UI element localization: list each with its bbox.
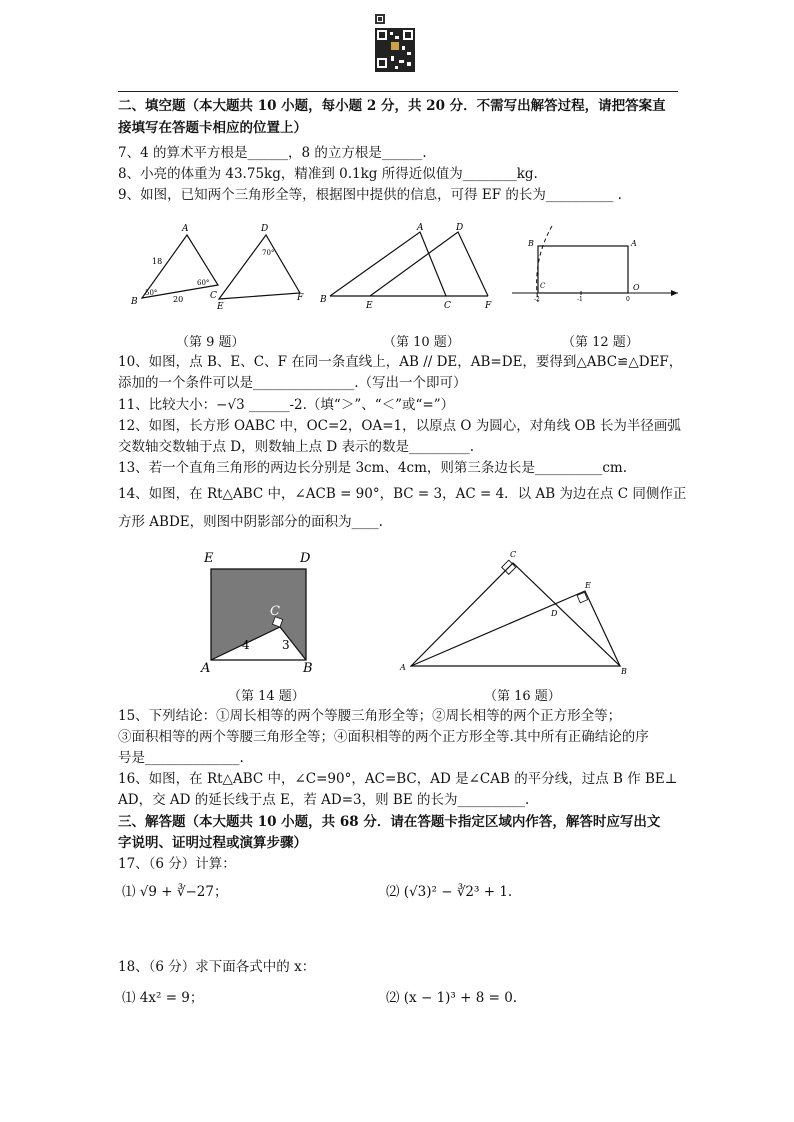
fig16-label-B: B: [621, 667, 627, 676]
caption-fig16: （第 16 题）: [484, 689, 561, 704]
fig14-label-C: C: [270, 604, 280, 619]
fig10-label-C: C: [444, 301, 451, 311]
caption-fig14: （第 14 题）: [228, 689, 305, 704]
qr-code-image: [373, 12, 417, 74]
fig14-side-4: 4: [242, 638, 250, 652]
question-12-line2: 交数轴交数轴于点 D，则数轴上点 D 表示的数是_________.: [118, 439, 475, 455]
fig9-side-20: 20: [173, 295, 184, 304]
fig10-label-B: B: [320, 295, 327, 305]
question-15-line2: ③面积相等的两个等腰三角形全等；④面积相等的两个正方形全等.其中所有正确结论的序: [118, 729, 649, 745]
fig9-label-F: F: [297, 293, 304, 303]
fig9-label-E: E: [217, 302, 224, 312]
question-18-part1: ⑴ 4x² = 9；: [122, 990, 204, 1006]
fig10-label-A: A: [417, 223, 424, 233]
fig9-angle-60: 60°: [197, 279, 210, 287]
question-7: 7、4 的算术平方根是______，8 的立方根是______.: [118, 145, 427, 161]
fig9-label-A: A: [182, 224, 189, 234]
figure-10: [316, 222, 501, 312]
question-14-line2: 方形 ABDE，则图中阴影部分的面积为____.: [118, 514, 383, 530]
header-rule: [118, 91, 678, 92]
section2-title-line2: 接填写在答题卡相应的位置上）: [118, 120, 307, 136]
question-10-line2: 添加的一个条件可以是_______________.（写出一个即可）: [118, 375, 467, 391]
question-15-line3: 号是______________.: [118, 750, 244, 766]
question-17-part2: ⑵ (√3)² − ∛2³ + 1.: [386, 884, 513, 900]
fig16-label-D: D: [551, 609, 558, 618]
question-17-stem: 17、（6 分）计算：: [118, 856, 236, 872]
fig9-label-B: B: [131, 297, 138, 307]
fig14-label-D: D: [300, 551, 311, 566]
question-17-part1: ⑴ √9 + ∛−27；: [122, 884, 228, 900]
question-12-line1: 12、如图，长方形 OABC 中，OC=2，OA=1，以原点 O 为圆心，对角线 OB 长为半径画弧: [118, 418, 681, 434]
caption-fig12: （第 12 题）: [562, 335, 639, 350]
fig9-label-C: C: [210, 291, 217, 301]
fig16-label-A: A: [400, 663, 406, 672]
figure-14: [198, 546, 323, 676]
question-13: 13、若一个直角三角形的两边长分别是 3cm、4cm，则第三条边长是__________cm.: [118, 460, 628, 476]
question-10-line1: 10、如图，点 B、E、C、F 在同一条直线上，AB // DE，AB=DE，要得到△ABC≌△DEF，: [118, 354, 683, 370]
fig9-side-18: 18: [152, 257, 163, 266]
caption-fig10: （第 10 题）: [383, 335, 460, 350]
fig16-label-E: E: [585, 581, 591, 590]
fig14-label-E: E: [204, 551, 214, 566]
fig14-side-3: 3: [282, 638, 290, 652]
fig10-label-E: E: [366, 301, 373, 311]
fig14-label-B: B: [303, 661, 313, 676]
fig9-label-D: D: [261, 224, 269, 234]
fig12-tick-0: 0: [626, 296, 630, 303]
caption-fig9: （第 9 题）: [176, 335, 245, 350]
question-15-line1: 15、下列结论：①周长相等的两个等腰三角形全等；②周长相等的两个正方形全等；: [118, 708, 622, 724]
question-18-part2: ⑵ (x − 1)³ + 8 = 0.: [386, 990, 518, 1006]
fig12-tick-neg2: -2: [534, 296, 540, 303]
question-11: 11、比较大小：−√3 ______-2.（填“＞”、“＜”或“=”）: [118, 397, 455, 413]
section2-title-line1: 二、填空题（本大题共 10 小题，每小题 2 分，共 20 分．不需写出解答过程，请把答案直: [118, 98, 666, 114]
fig12-label-B: B: [528, 239, 534, 248]
question-18-stem: 18、（6 分）求下面各式中的 x：: [118, 959, 316, 975]
section3-title-line1: 三、解答题（本大题共 10 小题，共 68 分．请在答题卡指定区域内作答，解答时应写出文: [118, 814, 661, 830]
fig14-label-A: A: [201, 661, 211, 676]
fig12-tick-neg1: -1: [577, 296, 583, 303]
figure-16: [398, 546, 633, 676]
section3-title-line2: 字说明、证明过程或演算步骤）: [118, 835, 307, 851]
fig10-label-D: D: [456, 223, 464, 233]
question-16-line1: 16、如图，在 Rt△ABC 中，∠C=90°，AC=BC，AD 是∠CAB 的平分线，过点 B 作 BE⊥: [118, 771, 678, 787]
question-8: 8、小亮的体重为 43.75kg，精准到 0.1kg 所得近似值为________kg.: [118, 166, 538, 182]
fig16-label-C: C: [510, 550, 517, 559]
fig12-label-C: C: [540, 282, 546, 290]
fig12-label-O: O: [633, 283, 640, 292]
fig10-label-F: F: [485, 301, 492, 311]
fig9-angle-50: 50°: [145, 289, 158, 297]
figure-12: [510, 216, 685, 306]
fig9-angle-70: 70°: [262, 249, 275, 257]
fig12-label-A: A: [631, 239, 637, 248]
question-16-line2: AD，交 AD 的延长线于点 E，若 AD=3，则 BE 的长为__________.: [118, 792, 530, 808]
figure-9: [125, 222, 315, 312]
question-9: 9、如图，已知两个三角形全等，根据图中提供的信息，可得 EF 的长为__________ .: [118, 187, 622, 203]
question-14-line1: 14、如图，在 Rt△ABC 中，∠ACB = 90°，BC = 3，AC = 4．以 AB 为边在点 C 同侧作正: [118, 486, 687, 502]
